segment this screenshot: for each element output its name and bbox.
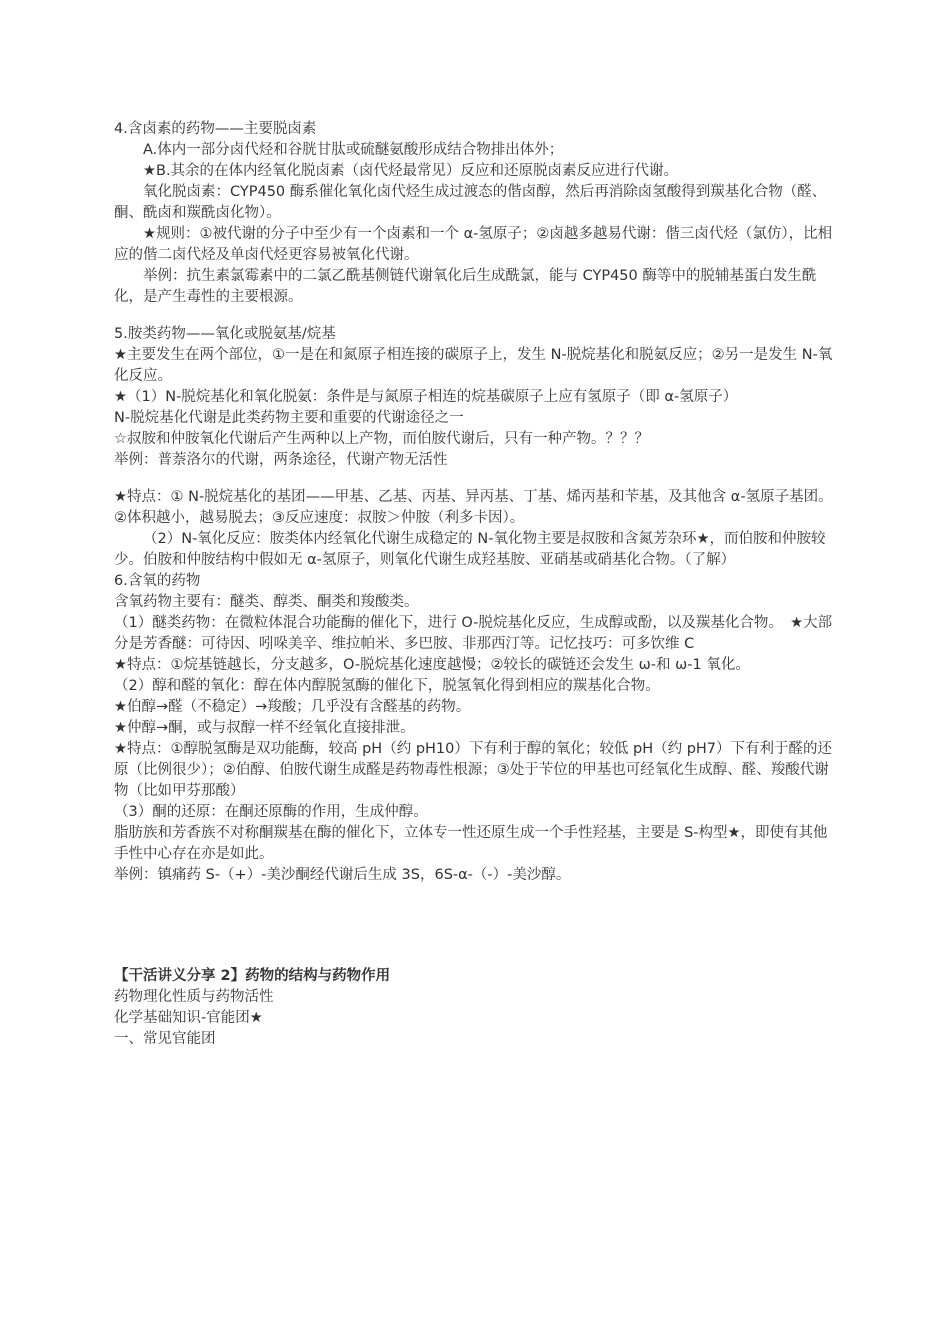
section-5-amine-drugs [114,324,840,471]
section-5-paragraph-products: ☆叔胺和仲胺氧化代谢后产生两种以上产物，而伯胺代谢后，只有一种产物。？？？ [114,431,649,447]
section-4-rules: ★规则：①被代谢的分子中至少有一个卤素和一个 α-氢原子；②卤越多越易代谢：偕三卤代烃（氯仿），比相应的偕二卤代烃及单卤代烃更容易被氧化代谢。 [114,226,833,263]
section-6-paragraph-stereo-reduction: 脂肪族和芳香族不对称酮羰基在酶的催化下，立体专一性还原生成一个手性羟基，主要是 S-构型★，即使有其他手性中心存在亦是如此。 [114,825,828,862]
section-4-paragraph-b: ★B.其余的在体内经氧化脱卤素（卤代烃最常见）反应和还原脱卤素反应进行代谢。 [143,163,679,179]
section-6-paragraph-secondary-alcohol: ★仲醇→酮，或与叔醇一样不经氧化直接排泄。 [114,720,415,736]
section-4-paragraph-a: A.体内一部分卤代烃和谷胱甘肽或硫醚氨酸形成结合物排出体外； [143,142,564,158]
section-6-paragraph-intro: 含氧药物主要有：醚类、醇类、酮类和羧酸类。 [114,594,419,610]
section-5-paragraph-sites: ★主要发生在两个部位，①一是在和氮原子相连接的碳原子上，发生 N-脱烷基化和脱氨反应；②另一是发生 N-氧化反应。 [114,347,833,384]
share-line-2: 化学基础知识-官能团★ [114,1010,263,1026]
section-5-paragraph-n-dealkylation: ★（1）N-脱烷基化和氧化脱氨：条件是与氮原子相连的烷基碳原子上应有氢原子（即 α-氢原子） [114,389,738,405]
share-section [114,966,840,1050]
section-5-title: 5.胺类药物——氧化或脱氨基/烷基 [114,326,336,342]
section-6-paragraph-primary-alcohol: ★伯醇→醛（不稳定）→羧酸；几乎没有含醛基的药物。 [114,699,471,715]
section-4-oxidative-dehalogenation: 氧化脱卤素：CYP450 酶系催化氧化卤代烃生成过渡态的偕卤醇，然后再消除卤氢酸得到羰基化合物（醛、酮、酰卤和羰酰卤化物）。 [114,184,827,221]
share-title: 【干活讲义分享 2】药物的结构与药物作用 [114,968,391,984]
section-5-paragraph-main-route: N-脱烷基化代谢是此类药物主要和重要的代谢途径之一 [114,410,464,426]
section-6-paragraph-ether-features: ★特点：①烷基链越长，分支越多，O-脱烷基化速度越慢；②较长的碳链还会发生 ω-和 ω-1 氧化。 [114,657,750,673]
section-6-paragraph-ketones: （3）酮的还原：在酮还原酶的作用，生成仲醇。 [114,804,428,820]
section-4-halogen-drugs [114,119,840,308]
share-line-1: 药物理化性质与药物活性 [114,989,274,1005]
section-4-title: 4.含卤素的药物——主要脱卤素 [114,121,317,137]
section-6-paragraph-alcohol-features: ★特点：①醇脱氢酶是双功能酶，较高 pH（约 pH10）下有利于醇的氧化；较低 pH（约 pH7）下有利于醛的还原（比例很少）；②伯醇、伯胺代谢生成醛是药物毒性根源；③处于苄位的甲基也可经氧化生成醇、醛、羧酸代谢物（比如甲芬那酸） [114,741,833,799]
section-6-example: 举例：镇痛药 S-（+）-美沙酮经代谢后生成 3S，6S-α-（-）-美沙醇。 [114,867,571,883]
section-5-features [114,487,840,886]
share-line-3: 一、常见官能团 [114,1031,216,1047]
section-5-paragraph-n-oxidation: （2）N-氧化反应：胺类体内经氧化代谢生成稳定的 N-氧化物主要是叔胺和含氮芳杂环★，而伯胺和仲胺较少。伯胺和仲胺结构中假如无 α-氢原子，则氧化代谢生成羟基胺、亚硝基或硝基化合物。（了解） [114,531,826,568]
section-5-paragraph-features: ★特点：① N-脱烷基化的基团——甲基、乙基、丙基、异丙基、丁基、烯丙基和苄基，及其他含 α-氢原子基团。②体积越小，越易脱去；③反应速度：叔胺＞仲胺（利多卡因）。 [114,489,833,526]
section-6-title: 6.含氧的药物 [114,573,201,589]
section-6-paragraph-ethers: （1）醚类药物：在微粒体混合功能酶的催化下，进行 O-脱烷基化反应，生成醇或酚，以及羰基化合物。 ★大部分是芳香醚：可待因、吲哚美辛、维拉帕米、多巴胺、非那西汀等。记忆技巧：可多饮维 C [114,615,833,652]
section-4-example: 举例：抗生素氯霉素中的二氯乙酰基侧链代谢氧化后生成酰氯，能与 CYP450 酶等中的脱辅基蛋白发生酰化，是产生毒性的主要根源。 [114,268,817,305]
section-6-paragraph-alcohols: （2）醇和醛的氧化：醇在体内醇脱氢酶的催化下，脱氢氧化得到相应的羰基化合物。 [114,678,660,694]
section-5-example: 举例：普萘洛尔的代谢，两条途径，代谢产物无活性 [114,452,448,468]
